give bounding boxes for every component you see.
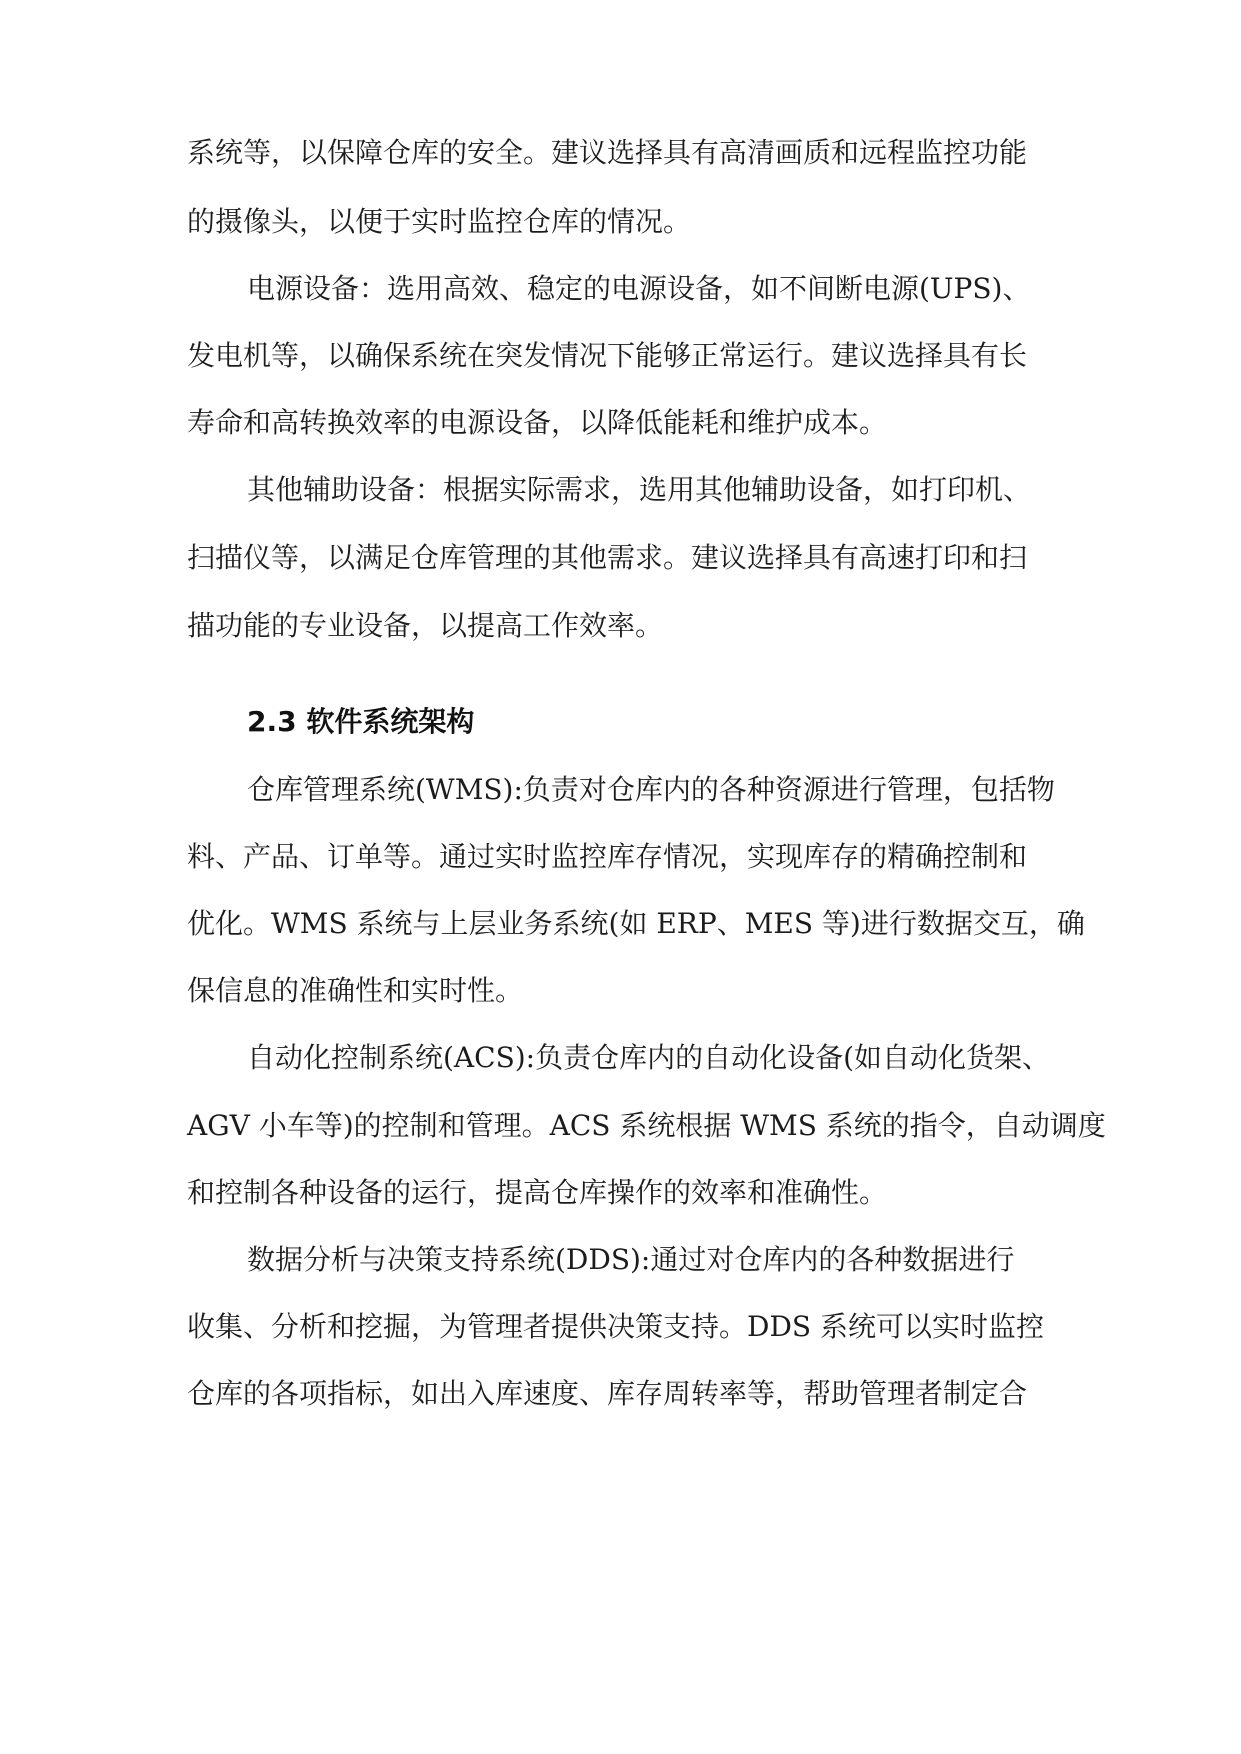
paragraph-5-line-2: AGV 小车等)的控制和管理。ACS 系统根据 WMS 系统的指令，自动调度 bbox=[187, 1109, 1106, 1142]
paragraph-1-line-1: 系统等，以保障仓库的安全。建议选择具有高清画质和远程监控功能 bbox=[187, 136, 1028, 169]
paragraph-4-line-2: 料、产品、订单等。通过实时监控库存情况，实现库存的精确控制和 bbox=[187, 840, 1028, 873]
paragraph-5-line-1: 自动化控制系统(ACS):负责仓库内的自动化设备(如自动化货架、 bbox=[247, 1041, 1051, 1074]
paragraph-6-line-1: 数据分析与决策支持系统(DDS):通过对仓库内的各种数据进行 bbox=[247, 1243, 1015, 1276]
paragraph-6-line-3: 仓库的各项指标，如出入库速度、库存周转率等，帮助管理者制定合 bbox=[187, 1377, 1028, 1410]
paragraph-3-line-2: 扫描仪等，以满足仓库管理的其他需求。建议选择具有高速打印和扫 bbox=[187, 541, 1028, 574]
paragraph-2-line-3: 寿命和高转换效率的电源设备，以降低能耗和维护成本。 bbox=[187, 406, 888, 439]
paragraph-1-line-2: 的摄像头，以便于实时监控仓库的情况。 bbox=[187, 205, 692, 238]
paragraph-4-line-1: 仓库管理系统(WMS):负责对仓库内的各种资源进行管理，包括物 bbox=[247, 773, 1055, 806]
section-heading: 2.3 软件系统架构 bbox=[247, 705, 475, 738]
paragraph-3-line-3: 描功能的专业设备，以提高工作效率。 bbox=[187, 609, 664, 642]
paragraph-5-line-3: 和控制各种设备的运行，提高仓库操作的效率和准确性。 bbox=[187, 1176, 888, 1209]
paragraph-4-line-3: 优化。WMS 系统与上层业务系统(如 ERP、MES 等)进行数据交互，确 bbox=[187, 907, 1085, 940]
paragraph-3-line-1: 其他辅助设备：根据实际需求，选用其他辅助设备，如打印机、 bbox=[247, 473, 1032, 506]
paragraph-2-line-2: 发电机等，以确保系统在突发情况下能够正常运行。建议选择具有长 bbox=[187, 339, 1028, 372]
paragraph-4-line-4: 保信息的准确性和实时性。 bbox=[187, 974, 524, 1007]
paragraph-2-line-1: 电源设备：选用高效、稳定的电源设备，如不间断电源(UPS)、 bbox=[247, 272, 1031, 305]
paragraph-6-line-2: 收集、分析和挖掘，为管理者提供决策支持。DDS 系统可以实时监控 bbox=[187, 1310, 1044, 1343]
